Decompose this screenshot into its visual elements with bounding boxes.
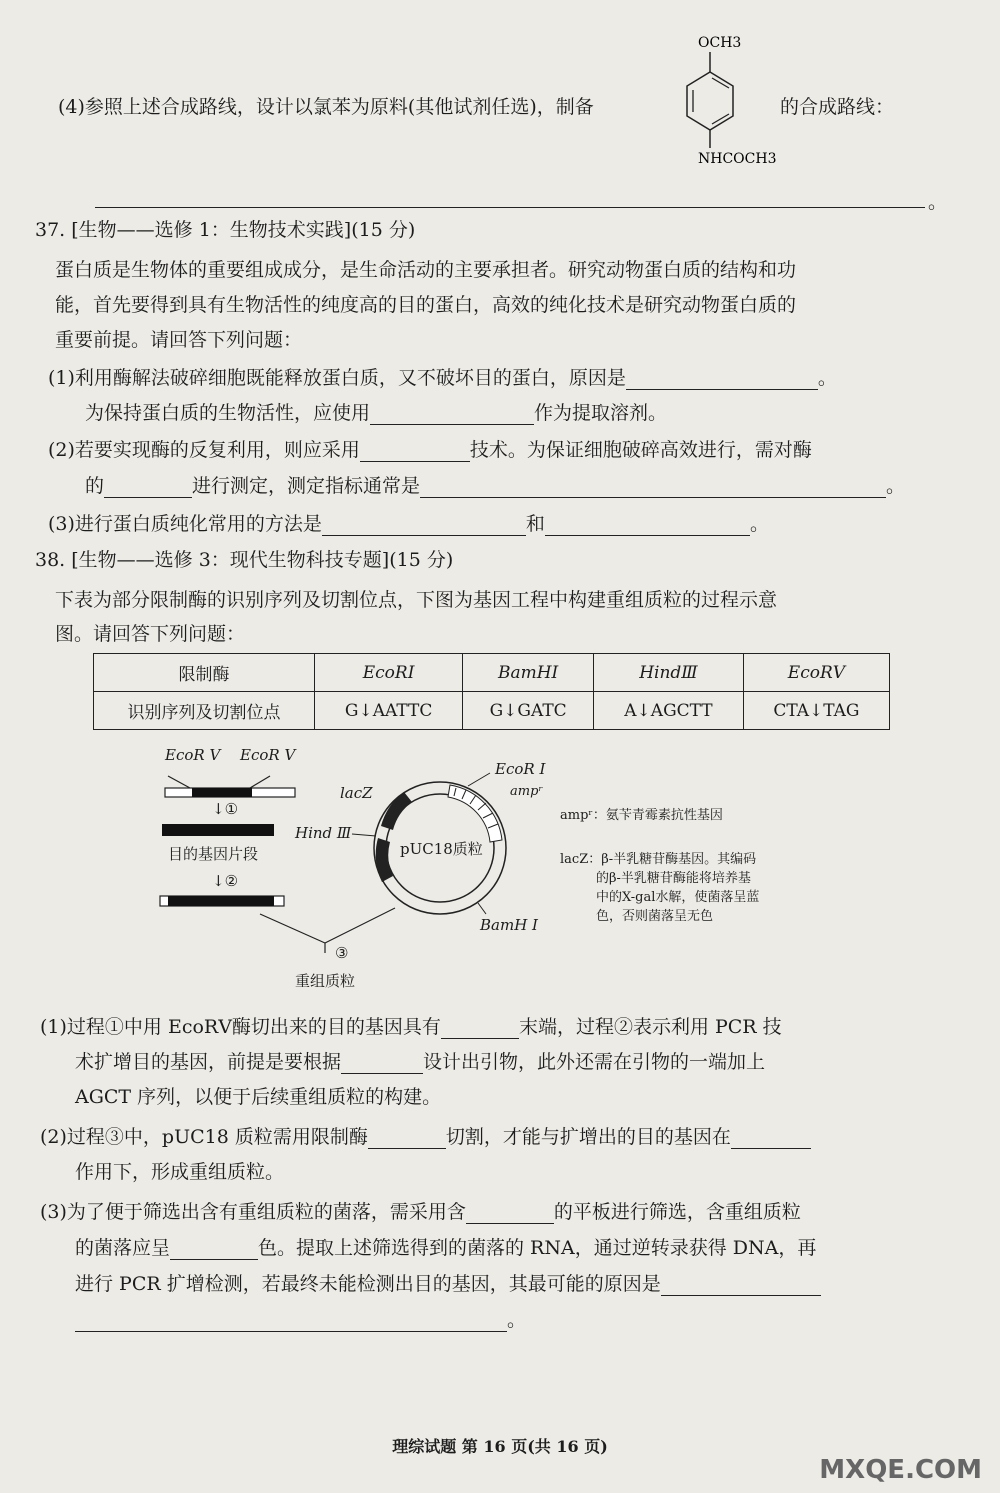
q38-blank-4[interactable] <box>731 1128 811 1149</box>
q38-blank-3[interactable] <box>368 1128 446 1149</box>
plasmid-label: pUC18质粒 <box>400 840 483 858</box>
q38-header: 38. [生物——选修 3：现代生物科技专题](15 分) <box>35 549 454 571</box>
q37-blank-3[interactable] <box>360 441 470 462</box>
table-cell: A↓AGCTT <box>594 692 744 730</box>
benzene-ring <box>687 72 733 130</box>
q38-part1-line2: 术扩增目的基因，前提是要根据 设计出引物，此外还需在引物的一端加上 <box>75 1051 766 1073</box>
q38-blank-5[interactable] <box>466 1203 554 1224</box>
q37-blank-7[interactable] <box>545 515 750 536</box>
q37-part1-line1: (1)利用酶解法破碎细胞既能释放蛋白质，又不破坏目的蛋白，原因是 。 <box>48 367 837 389</box>
q37-intro-1: 蛋白质是生物体的重要组成成分，是生命活动的主要承担者。研究动物蛋白质的结构和功 <box>55 259 797 281</box>
table-cell: CTA↓TAG <box>743 692 889 730</box>
q36-4-answer-line[interactable] <box>95 207 925 208</box>
q37-part1-line2: 为保持蛋白质的生物活性，应使用 作为提取溶剂。 <box>85 402 668 424</box>
table-row <box>94 692 890 730</box>
q38-part3-line4: 。 <box>75 1308 526 1332</box>
q38-part3-line3: 进行 PCR 扩增检测，若最终未能检测出目的基因，其最可能的原因是 <box>75 1272 821 1296</box>
step2-label: ↓② <box>212 872 239 890</box>
fragment-label: 目的基因片段 <box>168 845 259 863</box>
q38-blank-8[interactable] <box>75 1311 507 1332</box>
table-cell: G↓AATTC <box>315 692 463 730</box>
q38-blank-1[interactable] <box>441 1018 519 1039</box>
q37-intro-2: 能，首先要得到具有生物活性的纯度高的目的蛋白，高效的纯化技术是研究动物蛋白质的 <box>55 294 797 316</box>
lacz-label: lacZ <box>340 784 373 802</box>
legend-lacz-4: 色，否则菌落呈无色 <box>596 909 714 924</box>
table-cell: BamHⅠ <box>463 654 594 692</box>
methoxy-group-label: OCH3 <box>698 35 742 51</box>
q38-intro-2: 图。请回答下列问题： <box>55 623 246 645</box>
amp-label: ampʳ <box>510 784 543 799</box>
table-cell: EcoRⅤ <box>743 654 889 692</box>
q36-4-end: 。 <box>928 191 948 213</box>
q36-4-text: (4)参照上述合成路线，设计以氯苯为原料(其他试剂任选)，制备 <box>58 96 594 118</box>
page-footer: 理综试题 第 16 页(共 16 页) <box>392 1437 608 1456</box>
step1-label: ↓① <box>212 800 239 818</box>
q38-part3-line2: 的菌落应呈 色。提取上述筛选得到的菌落的 RNA，通过逆转录获得 DNA，再 <box>75 1237 817 1259</box>
q38-intro-1: 下表为部分限制酶的识别序列及切割位点，下图为基因工程中构建重组质粒的过程示意 <box>55 589 778 611</box>
q37-part2-line2: 的 进行测定，测定指标通常是 。 <box>85 475 906 497</box>
benzene-structure <box>660 30 790 180</box>
q37-blank-5[interactable] <box>420 477 886 498</box>
legend-amp: ampʳ：氨苄青霉素抗性基因 <box>560 808 723 823</box>
table-cell: G↓GATC <box>463 692 594 730</box>
q37-blank-4[interactable] <box>104 477 192 498</box>
q38-part3-line1: (3)为了便于筛选出含有重组质粒的菌落，需采用含 的平板进行筛选，含重组质粒 <box>40 1201 801 1223</box>
gene-fragment <box>162 824 274 836</box>
ecori-label: EcoR Ⅰ <box>495 760 546 778</box>
ecorv-label-right: EcoR Ⅴ <box>240 746 296 764</box>
q37-blank-6[interactable] <box>322 515 526 536</box>
q37-part3: (3)进行蛋白质纯化常用的方法是 和 。 <box>48 513 769 535</box>
table-header-enzyme: 限制酶 <box>94 654 315 692</box>
q38-part2-line1: (2)过程③中，pUC18 质粒需用限制酶 切割，才能与扩增出的目的基因在 <box>40 1125 811 1149</box>
watermark: MXQE.COM <box>819 1455 982 1485</box>
q36-4-suffix: 的合成路线： <box>780 96 895 118</box>
hind-label: Hind Ⅲ <box>295 824 352 842</box>
legend-lacz-3: 中的X-gal水解，使菌落呈蓝 <box>596 890 760 905</box>
q37-part2-line1: (2)若要实现酶的反复利用，则应采用 技术。为保证细胞破碎高效进行，需对酶 <box>48 439 812 461</box>
ecorv-label-left: EcoR Ⅴ <box>165 746 221 764</box>
bamhi-label: BamH Ⅰ <box>480 916 538 934</box>
table-header-site: 识别序列及切割位点 <box>94 692 315 730</box>
legend-lacz-1: lacZ：β-半乳糖苷酶基因。其编码 <box>560 852 757 867</box>
q38-part2-line2: 作用下，形成重组质粒。 <box>75 1161 285 1183</box>
q37-blank-1[interactable] <box>626 369 818 390</box>
restriction-enzyme-table <box>93 653 890 730</box>
q38-blank-6[interactable] <box>170 1239 258 1260</box>
q37-header: 37. [生物——选修 1：生物技术实践](15 分) <box>35 219 416 241</box>
table-cell: HindⅢ <box>594 654 744 692</box>
q38-blank-7[interactable] <box>661 1275 821 1296</box>
table-row <box>94 654 890 692</box>
q37-intro-3: 重要前提。请回答下列问题： <box>55 329 303 351</box>
step3-label: ③ <box>335 944 349 962</box>
recombinant-label: 重组质粒 <box>295 972 356 990</box>
q38-part1-line1: (1)过程①中用 EcoRⅤ酶切出来的目的基因具有 末端，过程②表示利用 PCR 技 <box>40 1016 782 1038</box>
q37-blank-2[interactable] <box>370 404 534 425</box>
q38-part1-line3: AGCT 序列，以便于后续重组质粒的构建。 <box>75 1086 442 1108</box>
legend-lacz-2: 的β-半乳糖苷酶能将培养基 <box>596 871 751 886</box>
acetamido-group-label: NHCOCH3 <box>698 151 777 167</box>
ampR-gene <box>448 785 502 842</box>
q38-blank-2[interactable] <box>341 1053 423 1074</box>
table-cell: EcoRⅠ <box>315 654 463 692</box>
